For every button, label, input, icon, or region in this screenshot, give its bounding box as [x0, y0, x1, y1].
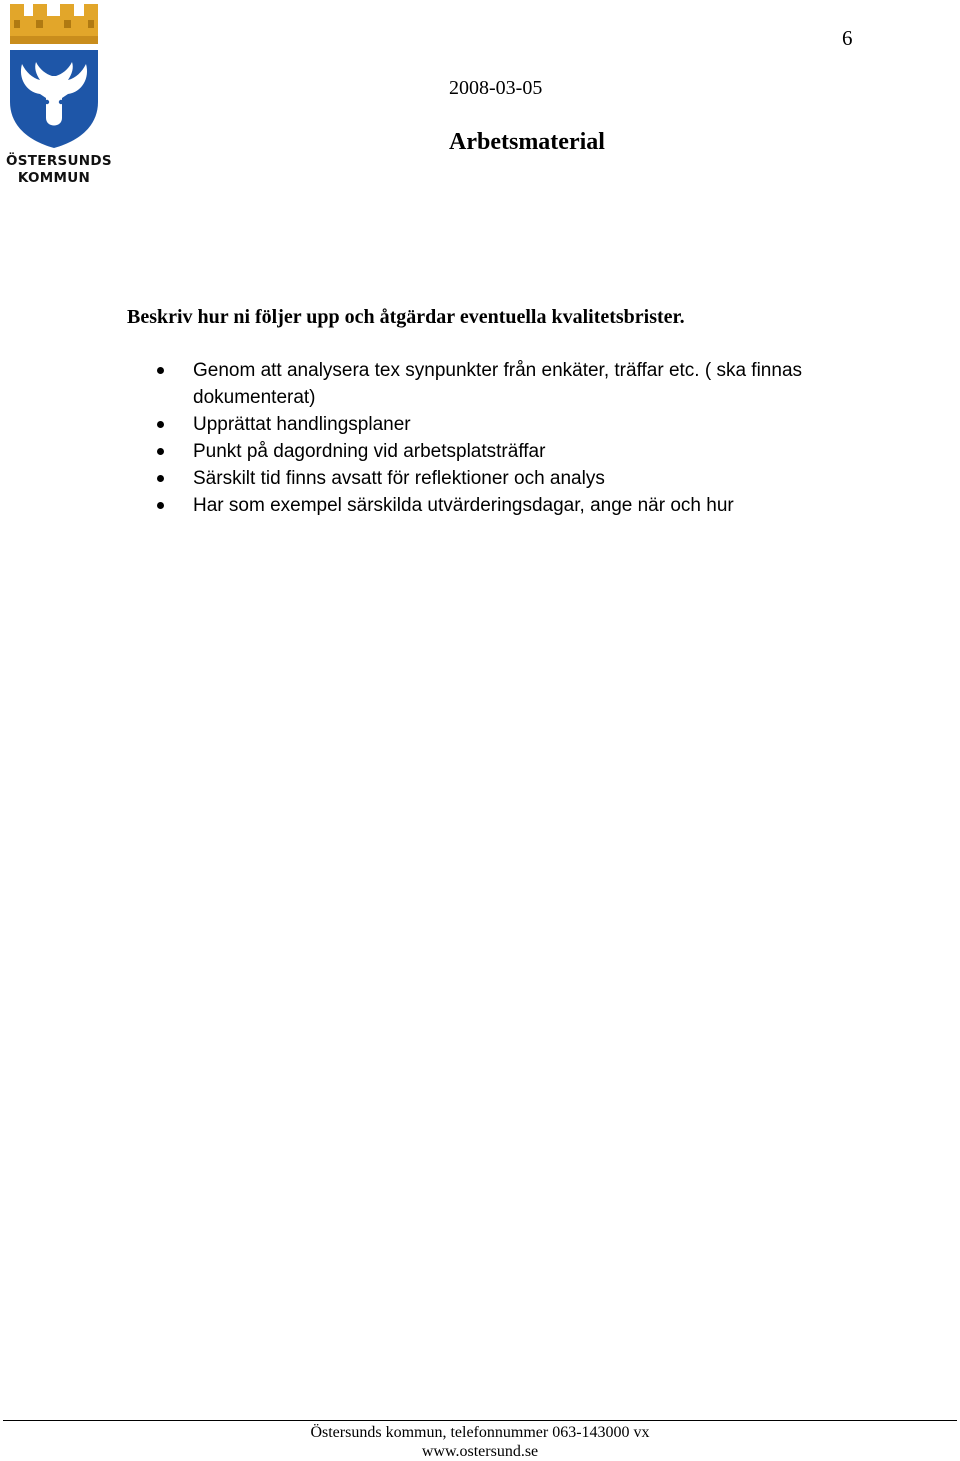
list-item-text: Upprättat handlingsplaner — [193, 414, 411, 435]
page-number: 6 — [842, 26, 853, 50]
bullet-icon — [157, 367, 164, 374]
coat-of-arms-icon — [6, 2, 102, 150]
section-question: Beskriv hur ni följer upp och åtgärdar eventuella kvalitetsbrister. — [127, 306, 685, 328]
ostersunds-kommun-logo — [6, 2, 112, 186]
bullet-icon — [157, 448, 164, 455]
list-item — [193, 465, 893, 492]
list-item-text: Punkt på dagordning vid arbetsplatsträffar — [193, 441, 546, 462]
footer-contact: Östersunds kommun, telefonnummer 063-143000 vx — [310, 1424, 650, 1441]
list-item-text: Genom att analysera tex synpunkter från enkäter, träffar etc. ( ska finnas dokumenterat) — [193, 360, 803, 408]
list-item-text: Har som exempel särskilda utvärderingsdagar, ange när och hur — [193, 495, 734, 516]
footer-website-link[interactable]: www.ostersund.se — [421, 1443, 539, 1460]
footer-divider — [3, 1420, 957, 1421]
list-item — [193, 357, 893, 411]
list-item-text: Särskilt tid finns avsatt för reflektioner och analys — [193, 468, 605, 489]
document-status: Arbetsmaterial — [449, 129, 605, 155]
bullet-icon — [157, 502, 164, 509]
document-date: 2008-03-05 — [449, 77, 543, 99]
list-item — [193, 411, 893, 438]
bullet-icon — [157, 475, 164, 482]
logo-text-line1: ÖSTERSUNDS — [6, 153, 112, 169]
list-item — [193, 438, 893, 465]
logo-text-line2: KOMMUN — [17, 170, 91, 186]
bullet-list — [193, 357, 893, 519]
list-item — [193, 492, 893, 519]
bullet-icon — [157, 421, 164, 428]
